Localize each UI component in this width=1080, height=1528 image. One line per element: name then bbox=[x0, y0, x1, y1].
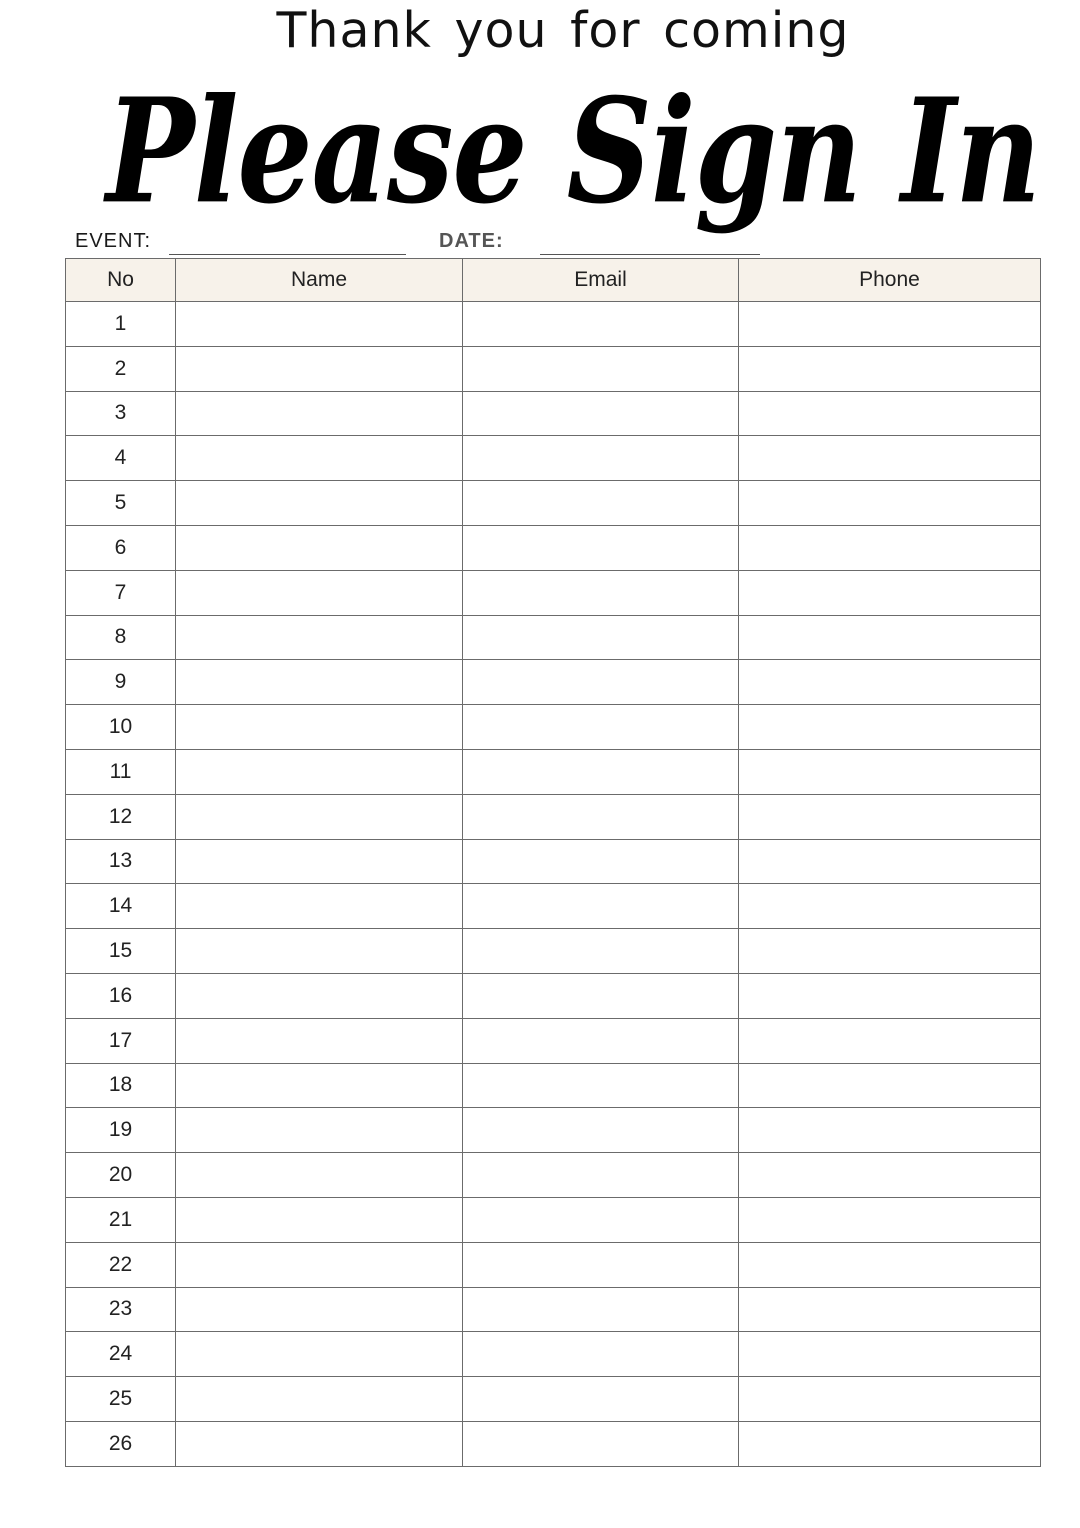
name-cell[interactable] bbox=[176, 1197, 463, 1242]
email-cell[interactable] bbox=[463, 973, 739, 1018]
column-header-name: Name bbox=[176, 259, 463, 302]
name-cell[interactable] bbox=[176, 1377, 463, 1422]
row-number: 11 bbox=[66, 749, 176, 794]
email-cell[interactable] bbox=[463, 1018, 739, 1063]
phone-cell[interactable] bbox=[739, 1332, 1041, 1377]
row-number: 2 bbox=[66, 346, 176, 391]
email-cell[interactable] bbox=[463, 839, 739, 884]
name-cell[interactable] bbox=[176, 1018, 463, 1063]
name-cell[interactable] bbox=[176, 660, 463, 705]
email-cell[interactable] bbox=[463, 615, 739, 660]
table-row bbox=[66, 1197, 1041, 1242]
row-number: 16 bbox=[66, 973, 176, 1018]
row-number: 18 bbox=[66, 1063, 176, 1108]
phone-cell[interactable] bbox=[739, 1287, 1041, 1332]
date-field[interactable] bbox=[540, 254, 760, 255]
email-cell[interactable] bbox=[463, 749, 739, 794]
row-number: 10 bbox=[66, 705, 176, 750]
table-row bbox=[66, 570, 1041, 615]
table-row bbox=[66, 794, 1041, 839]
email-cell[interactable] bbox=[463, 1063, 739, 1108]
phone-cell[interactable] bbox=[739, 929, 1041, 974]
email-cell[interactable] bbox=[463, 1287, 739, 1332]
phone-cell[interactable] bbox=[739, 391, 1041, 436]
phone-cell[interactable] bbox=[739, 1377, 1041, 1422]
email-cell[interactable] bbox=[463, 884, 739, 929]
table-row bbox=[66, 1377, 1041, 1422]
row-number: 23 bbox=[66, 1287, 176, 1332]
name-cell[interactable] bbox=[176, 1108, 463, 1153]
phone-cell[interactable] bbox=[739, 436, 1041, 481]
email-cell[interactable] bbox=[463, 302, 739, 347]
email-cell[interactable] bbox=[463, 929, 739, 974]
table-row bbox=[66, 705, 1041, 750]
table-row bbox=[66, 749, 1041, 794]
table-row bbox=[66, 525, 1041, 570]
phone-cell[interactable] bbox=[739, 346, 1041, 391]
row-number: 12 bbox=[66, 794, 176, 839]
email-cell[interactable] bbox=[463, 794, 739, 839]
name-cell[interactable] bbox=[176, 615, 463, 660]
email-cell[interactable] bbox=[463, 436, 739, 481]
table-row bbox=[66, 1421, 1041, 1466]
column-header-no: No bbox=[66, 259, 176, 302]
name-cell[interactable] bbox=[176, 973, 463, 1018]
row-number: 21 bbox=[66, 1197, 176, 1242]
phone-cell[interactable] bbox=[739, 1421, 1041, 1466]
table-header-row bbox=[66, 259, 1041, 302]
column-header-phone: Phone bbox=[739, 259, 1041, 302]
name-cell[interactable] bbox=[176, 884, 463, 929]
row-number: 22 bbox=[66, 1242, 176, 1287]
row-number: 19 bbox=[66, 1108, 176, 1153]
phone-cell[interactable] bbox=[739, 749, 1041, 794]
row-number: 20 bbox=[66, 1153, 176, 1198]
table-row bbox=[66, 1108, 1041, 1153]
row-number: 13 bbox=[66, 839, 176, 884]
row-number: 1 bbox=[66, 302, 176, 347]
name-cell[interactable] bbox=[176, 705, 463, 750]
row-number: 3 bbox=[66, 391, 176, 436]
name-cell[interactable] bbox=[176, 346, 463, 391]
phone-cell[interactable] bbox=[739, 705, 1041, 750]
phone-cell[interactable] bbox=[739, 884, 1041, 929]
name-cell[interactable] bbox=[176, 302, 463, 347]
event-field[interactable] bbox=[169, 254, 406, 255]
email-cell[interactable] bbox=[463, 1421, 739, 1466]
phone-cell[interactable] bbox=[739, 525, 1041, 570]
phone-cell[interactable] bbox=[739, 1197, 1041, 1242]
name-cell[interactable] bbox=[176, 436, 463, 481]
phone-cell[interactable] bbox=[739, 839, 1041, 884]
name-cell[interactable] bbox=[176, 794, 463, 839]
email-cell[interactable] bbox=[463, 1197, 739, 1242]
phone-cell[interactable] bbox=[739, 570, 1041, 615]
name-cell[interactable] bbox=[176, 570, 463, 615]
table-row bbox=[66, 1287, 1041, 1332]
row-number: 25 bbox=[66, 1377, 176, 1422]
phone-cell[interactable] bbox=[739, 302, 1041, 347]
event-label: EVENT: bbox=[75, 230, 152, 252]
phone-cell[interactable] bbox=[739, 973, 1041, 1018]
table-row bbox=[66, 346, 1041, 391]
phone-cell[interactable] bbox=[739, 1153, 1041, 1198]
phone-cell[interactable] bbox=[739, 1063, 1041, 1108]
phone-cell[interactable] bbox=[739, 794, 1041, 839]
email-cell[interactable] bbox=[463, 1377, 739, 1422]
email-cell[interactable] bbox=[463, 1153, 739, 1198]
email-cell[interactable] bbox=[463, 1108, 739, 1153]
page-title: Please Sign In bbox=[105, 66, 1041, 236]
name-cell[interactable] bbox=[176, 749, 463, 794]
name-cell[interactable] bbox=[176, 929, 463, 974]
row-number: 5 bbox=[66, 481, 176, 526]
name-cell[interactable] bbox=[176, 391, 463, 436]
signin-table bbox=[65, 258, 1041, 1467]
email-cell[interactable] bbox=[463, 525, 739, 570]
table-row bbox=[66, 660, 1041, 705]
row-number: 6 bbox=[66, 525, 176, 570]
name-cell[interactable] bbox=[176, 525, 463, 570]
name-cell[interactable] bbox=[176, 1332, 463, 1377]
subtitle: Thank you for coming bbox=[276, 2, 850, 59]
email-cell[interactable] bbox=[463, 570, 739, 615]
phone-cell[interactable] bbox=[739, 615, 1041, 660]
table-row bbox=[66, 615, 1041, 660]
table-row bbox=[66, 302, 1041, 347]
table-row bbox=[66, 929, 1041, 974]
email-cell[interactable] bbox=[463, 1332, 739, 1377]
email-cell[interactable] bbox=[463, 481, 739, 526]
row-number: 14 bbox=[66, 884, 176, 929]
email-cell[interactable] bbox=[463, 660, 739, 705]
table-row bbox=[66, 1018, 1041, 1063]
row-number: 17 bbox=[66, 1018, 176, 1063]
table-row bbox=[66, 1153, 1041, 1198]
table-row bbox=[66, 436, 1041, 481]
row-number: 4 bbox=[66, 436, 176, 481]
table-row bbox=[66, 481, 1041, 526]
column-header-email: Email bbox=[463, 259, 739, 302]
row-number: 15 bbox=[66, 929, 176, 974]
name-cell[interactable] bbox=[176, 1242, 463, 1287]
row-number: 26 bbox=[66, 1421, 176, 1466]
table-row bbox=[66, 1332, 1041, 1377]
row-number: 9 bbox=[66, 660, 176, 705]
name-cell[interactable] bbox=[176, 1421, 463, 1466]
table-row bbox=[66, 391, 1041, 436]
phone-cell[interactable] bbox=[739, 1018, 1041, 1063]
date-label: DATE: bbox=[439, 230, 504, 252]
name-cell[interactable] bbox=[176, 1153, 463, 1198]
row-number: 7 bbox=[66, 570, 176, 615]
phone-cell[interactable] bbox=[739, 481, 1041, 526]
table-row bbox=[66, 1242, 1041, 1287]
phone-cell[interactable] bbox=[739, 660, 1041, 705]
name-cell[interactable] bbox=[176, 839, 463, 884]
email-cell[interactable] bbox=[463, 1242, 739, 1287]
email-cell[interactable] bbox=[463, 391, 739, 436]
name-cell[interactable] bbox=[176, 1063, 463, 1108]
row-number: 8 bbox=[66, 615, 176, 660]
table-row bbox=[66, 884, 1041, 929]
phone-cell[interactable] bbox=[739, 1242, 1041, 1287]
table-row bbox=[66, 973, 1041, 1018]
name-cell[interactable] bbox=[176, 481, 463, 526]
email-cell[interactable] bbox=[463, 705, 739, 750]
table-row bbox=[66, 1063, 1041, 1108]
row-number: 24 bbox=[66, 1332, 176, 1377]
table-row bbox=[66, 839, 1041, 884]
email-cell[interactable] bbox=[463, 346, 739, 391]
name-cell[interactable] bbox=[176, 1287, 463, 1332]
phone-cell[interactable] bbox=[739, 1108, 1041, 1153]
